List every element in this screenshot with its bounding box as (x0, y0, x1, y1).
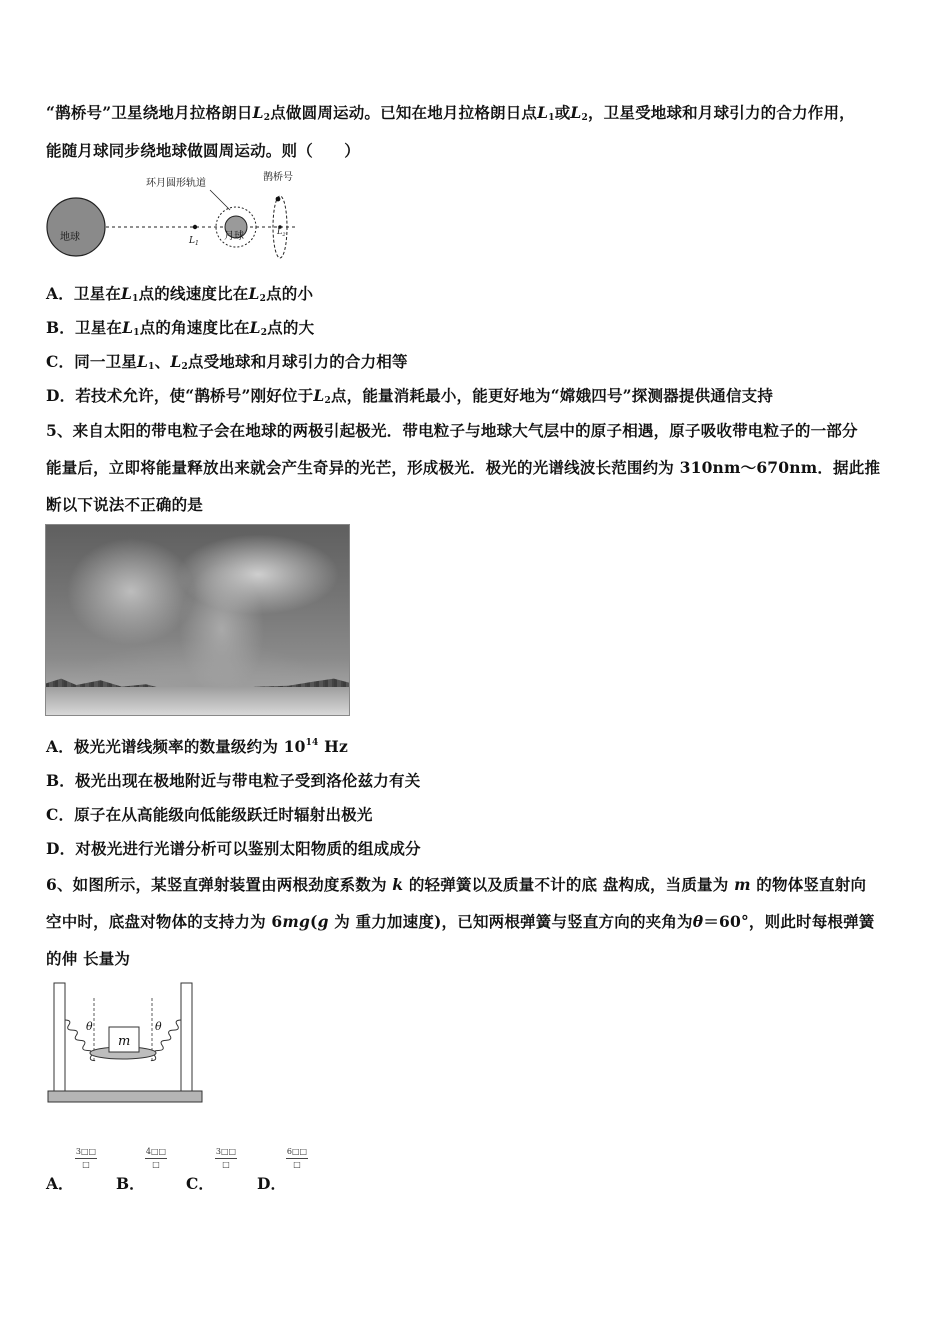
queqiao-satellite (276, 197, 281, 202)
earth-circle (47, 198, 105, 256)
L1-label: $L_1$ (189, 236, 199, 247)
L2-label: $L_2$ (277, 227, 286, 238)
right-post (181, 983, 192, 1091)
q4-option-a: A．卫星在$L_1$点的线速度比在$L_2$点的小 (46, 284, 314, 304)
orbit-pointer (210, 190, 230, 210)
theta-left: θ (86, 1020, 93, 1033)
q4-stem-line1: “鹊桥号”卫星绕地月拉格朗日$L_2$点做圆周运动。已知在地月拉格朗日点$L_1$或$L_2$，卫星受地球和月球引力的合力作用， (46, 103, 855, 123)
q6-stem-line3: 的伸 长量为 (46, 949, 131, 968)
mass-label: m (118, 1034, 131, 1049)
q5-stem-line1: 5、来自太阳的带电粒子会在地球的两极引起极光．带电粒子与地球大气层中的原子相遇，原子吸收带电粒子的一部分 (46, 421, 858, 440)
earth-label: 地球 (60, 232, 80, 243)
q6-choices (46, 1146, 346, 1196)
choice-c-fraction: 3□□ □ (215, 1147, 237, 1169)
choice-a-label: A． (46, 1174, 74, 1193)
choice-c-label: C． (186, 1174, 214, 1193)
q5-option-d: D．对极光进行光谱分析可以鉴别太阳物质的组成成分 (46, 839, 421, 858)
q6-stem-line2: 空中时，底盘对物体的支持力为 6mg(g 为 重力加速度)，已知两根弹簧与竖直方向的夹角为θ＝60°，则此时每根弹簧 (46, 912, 875, 931)
choice-b-fraction: 4□□ □ (145, 1147, 167, 1169)
q4-stem-line2: 能随月球同步绕地球做圆周运动。则（ ） (46, 141, 361, 160)
q4-option-b: B．卫星在$L_1$点的角速度比在$L_2$点的大 (46, 318, 315, 338)
choice-b-label: B． (116, 1174, 145, 1193)
orbit-label: 环月圆形轨道 (146, 178, 206, 189)
L1-point (193, 225, 197, 229)
q5-option-b: B．极光出现在极地附近与带电粒子受到洛伦兹力有关 (46, 771, 421, 790)
moon-label: 月球 (224, 231, 244, 242)
q4-lagrange-diagram (40, 166, 302, 262)
q5-option-c: C．原子在从高能级向低能级跃迁时辐射出极光 (46, 805, 373, 824)
theta-right: θ (155, 1020, 162, 1033)
q4-option-c: C．同一卫星$L_1$、$L_2$点受地球和月球引力的合力相等 (46, 352, 408, 372)
q5-option-a: A．极光光谱线频率的数量级约为 $10^{14}$ Hz (46, 737, 348, 756)
choice-d-label: D． (257, 1174, 286, 1193)
satellite-label: 鹊桥号 (263, 172, 293, 183)
base-plate (48, 1091, 202, 1102)
choice-d-fraction: 6□□ □ (286, 1147, 308, 1169)
left-post (54, 983, 65, 1091)
aurora-photo (45, 524, 350, 716)
q6-spring-launcher-diagram (44, 980, 206, 1106)
choice-a-fraction: 3□□ □ (75, 1147, 97, 1169)
q5-stem-line3: 断以下说法不正确的是 (46, 495, 204, 514)
q4-option-d: D．若技术允许，使“鹊桥号”刚好位于$L_2$点，能量消耗最小，能更好地为“嫦娥四号”探测器提供通信支持 (46, 386, 774, 406)
q5-stem-line2: 能量后，立即将能量释放出来就会产生奇异的光芒，形成极光．极光的光谱线波长范围约为 310nm～670nm．据此推 (46, 458, 881, 477)
snow-ground (46, 687, 349, 715)
q6-stem-line1: 6、如图所示，某竖直弹射装置由两根劲度系数为 k 的轻弹簧以及质量不计的底 盘构成，当质量为 m 的物体竖直射向 (46, 875, 867, 894)
